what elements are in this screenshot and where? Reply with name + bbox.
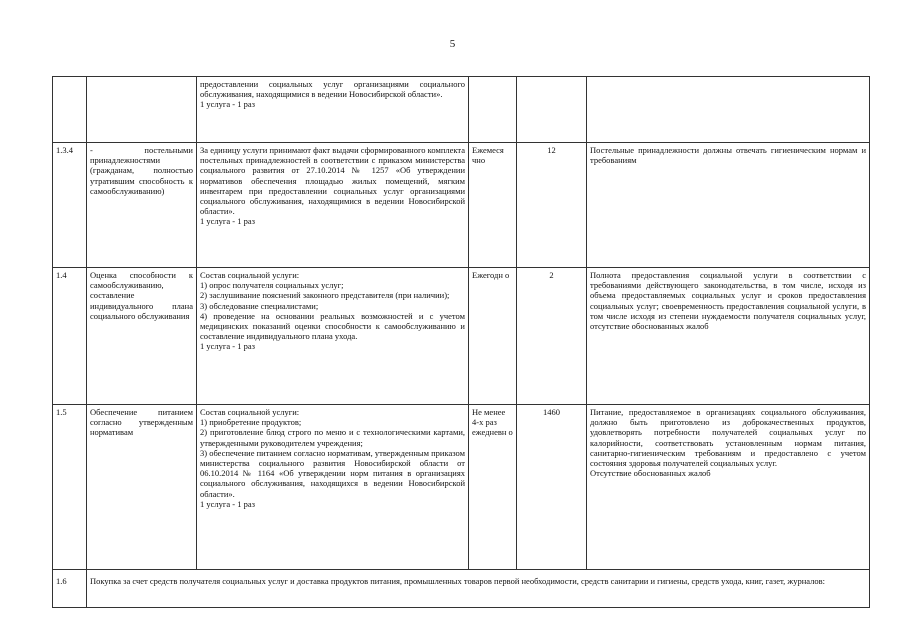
item-number-cell: 1.3.4 (53, 143, 87, 268)
service-description-line: 1 услуга - 1 раз (200, 341, 255, 352)
table-row-merged (53, 570, 870, 608)
service-description-line: 3) обследование специалистами; (200, 300, 319, 311)
periodicity-cell (469, 405, 517, 570)
merged-section-text: Покупка за счет средств получателя социальных услуг и доставка продуктов питания, промышленных товаров первой необходимости, средств санитарии и гигиены, средств ухода, книг, газет, журналов: (87, 570, 870, 608)
quantity-cell: 2 (517, 268, 587, 405)
table-row (53, 143, 870, 268)
quality-criteria-line: Питание, предоставляемое в организациях социального обслуживания, должно быть приготовлено из доброкачественных продуктов, удовлетворять потребности получателей социальных услуг по калорийности, соответствовать установленным нормам питания, санитарно-гигиеническим требованиям и предоставлено с учетом состояния здоровья получателей социальных услуг. (590, 407, 866, 469)
quality-criteria-line: Постельные принадлежности должны отвечать гигиеническим нормам и требованиям (590, 145, 866, 166)
periodicity-line: Ежемеся чно (472, 145, 504, 166)
quality-criteria-cell (587, 77, 870, 143)
service-description-line: 2) приготовление блюд строго по меню и с технологическими картами, утвержденными руководителем учреждения; (200, 427, 465, 448)
quality-criteria-line: Полнота предоставления социальной услуги в соответствии с требованиями действующего законодательства, в том числе, исходя из объема предоставляемых социальных услуг и сроков предоставления социальных услуг; своевременность предоставления социальной услуги, в том числе исходя из степени нуждаемости получателя социальных услуг, отсутствие обоснованных жалоб (590, 270, 866, 332)
service-name-cell (87, 77, 197, 143)
services-table (52, 76, 870, 608)
quality-criteria-cell (587, 268, 870, 405)
service-description-line: предоставлении социальных услуг организациями социального обслуживания, находящимися в ведении Новосибирской области». (200, 79, 465, 100)
service-description-line: 4) проведение на основании реальных возможностей и с учетом медицинских показаний оценки способности к самообслуживанию и составление индивидуального плана ухода. (200, 310, 465, 342)
periodicity-cell (469, 143, 517, 268)
service-name-line: Оценка способности к самообслуживанию, составление индивидуального плана социального обслуживания (90, 270, 193, 321)
service-description-line: Состав социальной услуги: (200, 270, 300, 280)
page-number: 5 (449, 38, 456, 50)
service-description-cell (197, 77, 469, 143)
service-description-line: 1) опрос получателя социальных услуг; (200, 280, 344, 291)
service-name-line: Обеспечение питанием согласно утвержденным нормативам (90, 407, 193, 438)
service-name-cell (87, 268, 197, 405)
quality-criteria-cell (587, 405, 870, 570)
service-description-line: 1 услуга - 1 раз (200, 498, 255, 509)
service-description-cell (197, 268, 469, 405)
item-number-cell: 1.4 (53, 268, 87, 405)
table-row (53, 405, 870, 570)
periodicity-cell (469, 268, 517, 405)
service-description-line: 1 услуга - 1 раз (200, 216, 255, 227)
service-description-line: 1 услуга - 1 раз (200, 99, 255, 110)
service-name-cell (87, 143, 197, 268)
table-row (53, 77, 870, 143)
quantity-cell: 12 (517, 143, 587, 268)
service-description-line: 3) обеспечение питанием согласно нормативам, утвержденным приказом министерства социального развития Новосибирской области от 06.10.2014 № 1164 «Об утверждении норм питания в организациях социального обслуживания, находящихся в ведении Новосибирской области». (200, 447, 465, 499)
periodicity-cell (469, 77, 517, 143)
service-name-cell (87, 405, 197, 570)
table-row (53, 268, 870, 405)
service-description-cell (197, 143, 469, 268)
quality-criteria-cell (587, 143, 870, 268)
service-description-line: За единицу услуги принимают факт выдачи сформированного комплекта постельных принадлежностей в соответствии с приказом министерства социального развития от 27.10.2014 № 1257 «Об утверждении нормативов обеспечения площадью жилых помещений, мягким инвентарем при предоставлении социальных услуг организациями социального обслуживания, находящимися в ведении Новосибирской области». (200, 145, 465, 217)
quantity-cell (517, 77, 587, 143)
service-description-cell (197, 405, 469, 570)
service-name-line: - постельными принадлежностями (гражданам, полностью утратившим способность к самообслуживанию) (90, 145, 193, 196)
quantity-cell: 1460 (517, 405, 587, 570)
periodicity-line: Ежегодн о (472, 270, 510, 280)
service-description-line: 2) заслушивание пояснений законного представителя (при наличии); (200, 290, 450, 301)
service-description-line: Состав социальной услуги: (200, 407, 300, 417)
periodicity-line: Не менее 4-х раз ежедневн о (472, 407, 513, 438)
item-number-cell: 1.5 (53, 405, 87, 570)
item-number-cell: 1.6 (53, 570, 87, 608)
item-number-cell (53, 77, 87, 143)
quality-criteria-line: Отсутствие обоснованных жалоб (590, 468, 711, 479)
service-description-line: 1) приобретение продуктов; (200, 417, 302, 428)
